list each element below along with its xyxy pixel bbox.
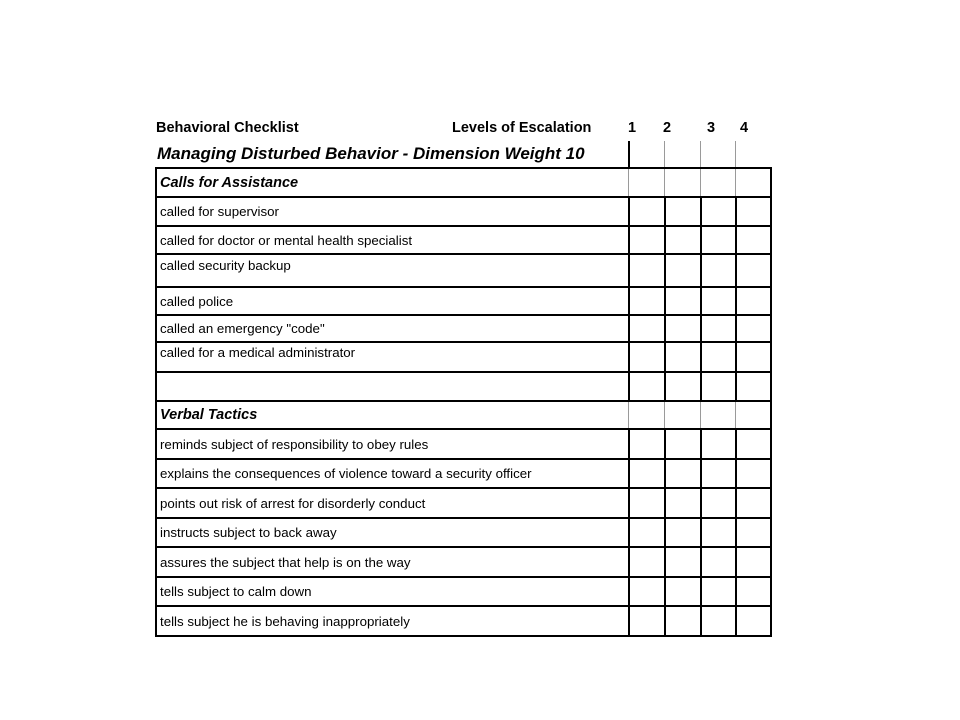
level-4-checkbox[interactable] <box>735 255 770 286</box>
level-1-checkbox[interactable] <box>628 288 664 314</box>
level-2-checkbox[interactable] <box>664 227 700 253</box>
level-checkboxes <box>628 607 770 635</box>
level-2-checkbox[interactable] <box>664 373 700 400</box>
section-heading: Calls for Assistance <box>160 174 299 191</box>
level-2-checkbox[interactable] <box>664 316 700 341</box>
level-4-checkbox[interactable] <box>735 548 770 576</box>
section-heading-row <box>155 402 772 430</box>
level-3-checkbox[interactable] <box>700 288 735 314</box>
level-4-checkbox[interactable] <box>735 430 770 458</box>
table-row <box>155 489 772 519</box>
level-3-checkbox[interactable] <box>700 227 735 253</box>
level-2-checkbox[interactable] <box>664 489 700 517</box>
level-2-checkbox[interactable] <box>664 288 700 314</box>
level-3-checkbox[interactable] <box>700 343 735 371</box>
table-row <box>155 316 772 343</box>
level-4-checkbox[interactable] <box>735 489 770 517</box>
level-checkboxes <box>628 198 770 225</box>
level-1-checkbox[interactable] <box>628 255 664 286</box>
level-checkboxes <box>628 343 770 371</box>
table-row <box>155 430 772 460</box>
level-3-checkbox[interactable] <box>700 373 735 400</box>
behavior-item: tells subject he is behaving inappropriately <box>160 613 410 629</box>
behavior-item: reminds subject of responsibility to obey rules <box>160 436 429 452</box>
behavioral-checklist-heading: Behavioral Checklist <box>156 120 299 136</box>
level-checkboxes <box>628 430 770 458</box>
behavior-item: explains the consequences of violence toward a security officer <box>160 466 532 481</box>
level-checkboxes <box>628 519 770 546</box>
behavior-item: points out risk of arrest for disorderly conduct <box>160 495 426 511</box>
table-row <box>155 460 772 489</box>
level-1-checkbox[interactable] <box>628 430 664 458</box>
title-row-cells <box>628 141 770 167</box>
level-4-checkbox[interactable] <box>735 227 770 253</box>
table-row <box>155 343 772 373</box>
behavior-item: instructs subject to back away <box>160 525 337 540</box>
level-1-checkbox[interactable] <box>628 489 664 517</box>
level-1-checkbox[interactable] <box>628 578 664 605</box>
checklist-header <box>156 118 776 140</box>
behavior-item: assures the subject that help is on the way <box>160 554 411 570</box>
level-2-checkbox[interactable] <box>664 255 700 286</box>
level-4-checkbox[interactable] <box>735 607 770 635</box>
level-3-checkbox[interactable] <box>700 578 735 605</box>
level-checkboxes <box>628 489 770 517</box>
behavior-item: called for supervisor <box>160 204 279 219</box>
level-3-checkbox[interactable] <box>700 489 735 517</box>
level-4-checkbox[interactable] <box>735 316 770 341</box>
section-heading: Verbal Tactics <box>160 407 258 423</box>
table-row <box>155 288 772 316</box>
table-row-empty <box>155 373 772 402</box>
table-row <box>155 607 772 637</box>
table-row <box>155 548 772 578</box>
level-2-checkbox[interactable] <box>664 548 700 576</box>
level-1-checkbox[interactable] <box>628 227 664 253</box>
level-1-checkbox[interactable] <box>628 460 664 487</box>
level-1-checkbox[interactable] <box>628 519 664 546</box>
table-row <box>155 519 772 548</box>
level-3-checkbox[interactable] <box>700 430 735 458</box>
level-3-checkbox[interactable] <box>700 548 735 576</box>
level-4-checkbox[interactable] <box>735 578 770 605</box>
level-checkboxes <box>628 548 770 576</box>
level-1-checkbox[interactable] <box>628 373 664 400</box>
level-2-checkbox[interactable] <box>664 519 700 546</box>
level-1-checkbox[interactable] <box>628 198 664 225</box>
level-2-checkbox[interactable] <box>664 607 700 635</box>
level-2-checkbox[interactable] <box>664 198 700 225</box>
level-3-checkbox[interactable] <box>700 198 735 225</box>
level-4-checkbox[interactable] <box>735 288 770 314</box>
level-3-heading: 3 <box>706 120 716 136</box>
table-row <box>155 255 772 288</box>
level-2-heading: 2 <box>662 120 672 136</box>
level-3-checkbox[interactable] <box>700 519 735 546</box>
level-4-checkbox[interactable] <box>735 198 770 225</box>
level-2-checkbox[interactable] <box>664 460 700 487</box>
level-checkboxes <box>628 373 770 400</box>
level-3-checkbox[interactable] <box>700 460 735 487</box>
level-checkboxes <box>628 288 770 314</box>
level-1-checkbox[interactable] <box>628 316 664 341</box>
level-1-checkbox[interactable] <box>628 343 664 371</box>
level-checkboxes <box>628 460 770 487</box>
level-4-checkbox[interactable] <box>735 373 770 400</box>
table-row <box>155 198 772 227</box>
level-1-checkbox[interactable] <box>628 548 664 576</box>
behavior-item: called for a medical administrator <box>160 345 356 360</box>
level-checkboxes <box>628 578 770 605</box>
level-2-checkbox[interactable] <box>664 343 700 371</box>
level-2-checkbox[interactable] <box>664 578 700 605</box>
table-title-row <box>155 141 772 169</box>
level-checkboxes <box>628 227 770 253</box>
level-4-checkbox[interactable] <box>735 519 770 546</box>
level-checkboxes <box>628 316 770 341</box>
checklist-table <box>155 141 772 637</box>
table-title: Managing Disturbed Behavior - Dimension Weight 10 <box>157 144 585 163</box>
behavior-item: tells subject to calm down <box>160 584 312 599</box>
behavior-item: called an emergency "code" <box>160 321 325 336</box>
table-row <box>155 578 772 607</box>
section-heading-row <box>155 169 772 198</box>
table-row <box>155 227 772 255</box>
behavior-item: called security backup <box>160 258 291 273</box>
behavior-item: called police <box>160 293 234 309</box>
level-4-checkbox[interactable] <box>735 343 770 371</box>
level-3-checkbox[interactable] <box>700 316 735 341</box>
levels-of-escalation-heading: Levels of Escalation <box>452 120 592 136</box>
level-3-checkbox[interactable] <box>700 607 735 635</box>
behavior-item: called for doctor or mental health specialist <box>160 232 413 248</box>
level-2-checkbox[interactable] <box>664 430 700 458</box>
level-1-heading: 1 <box>627 120 637 136</box>
level-4-checkbox[interactable] <box>735 460 770 487</box>
level-4-heading: 4 <box>739 120 749 136</box>
level-checkboxes <box>628 255 770 286</box>
behavior-item <box>160 373 626 400</box>
level-3-checkbox[interactable] <box>700 255 735 286</box>
level-1-checkbox[interactable] <box>628 607 664 635</box>
